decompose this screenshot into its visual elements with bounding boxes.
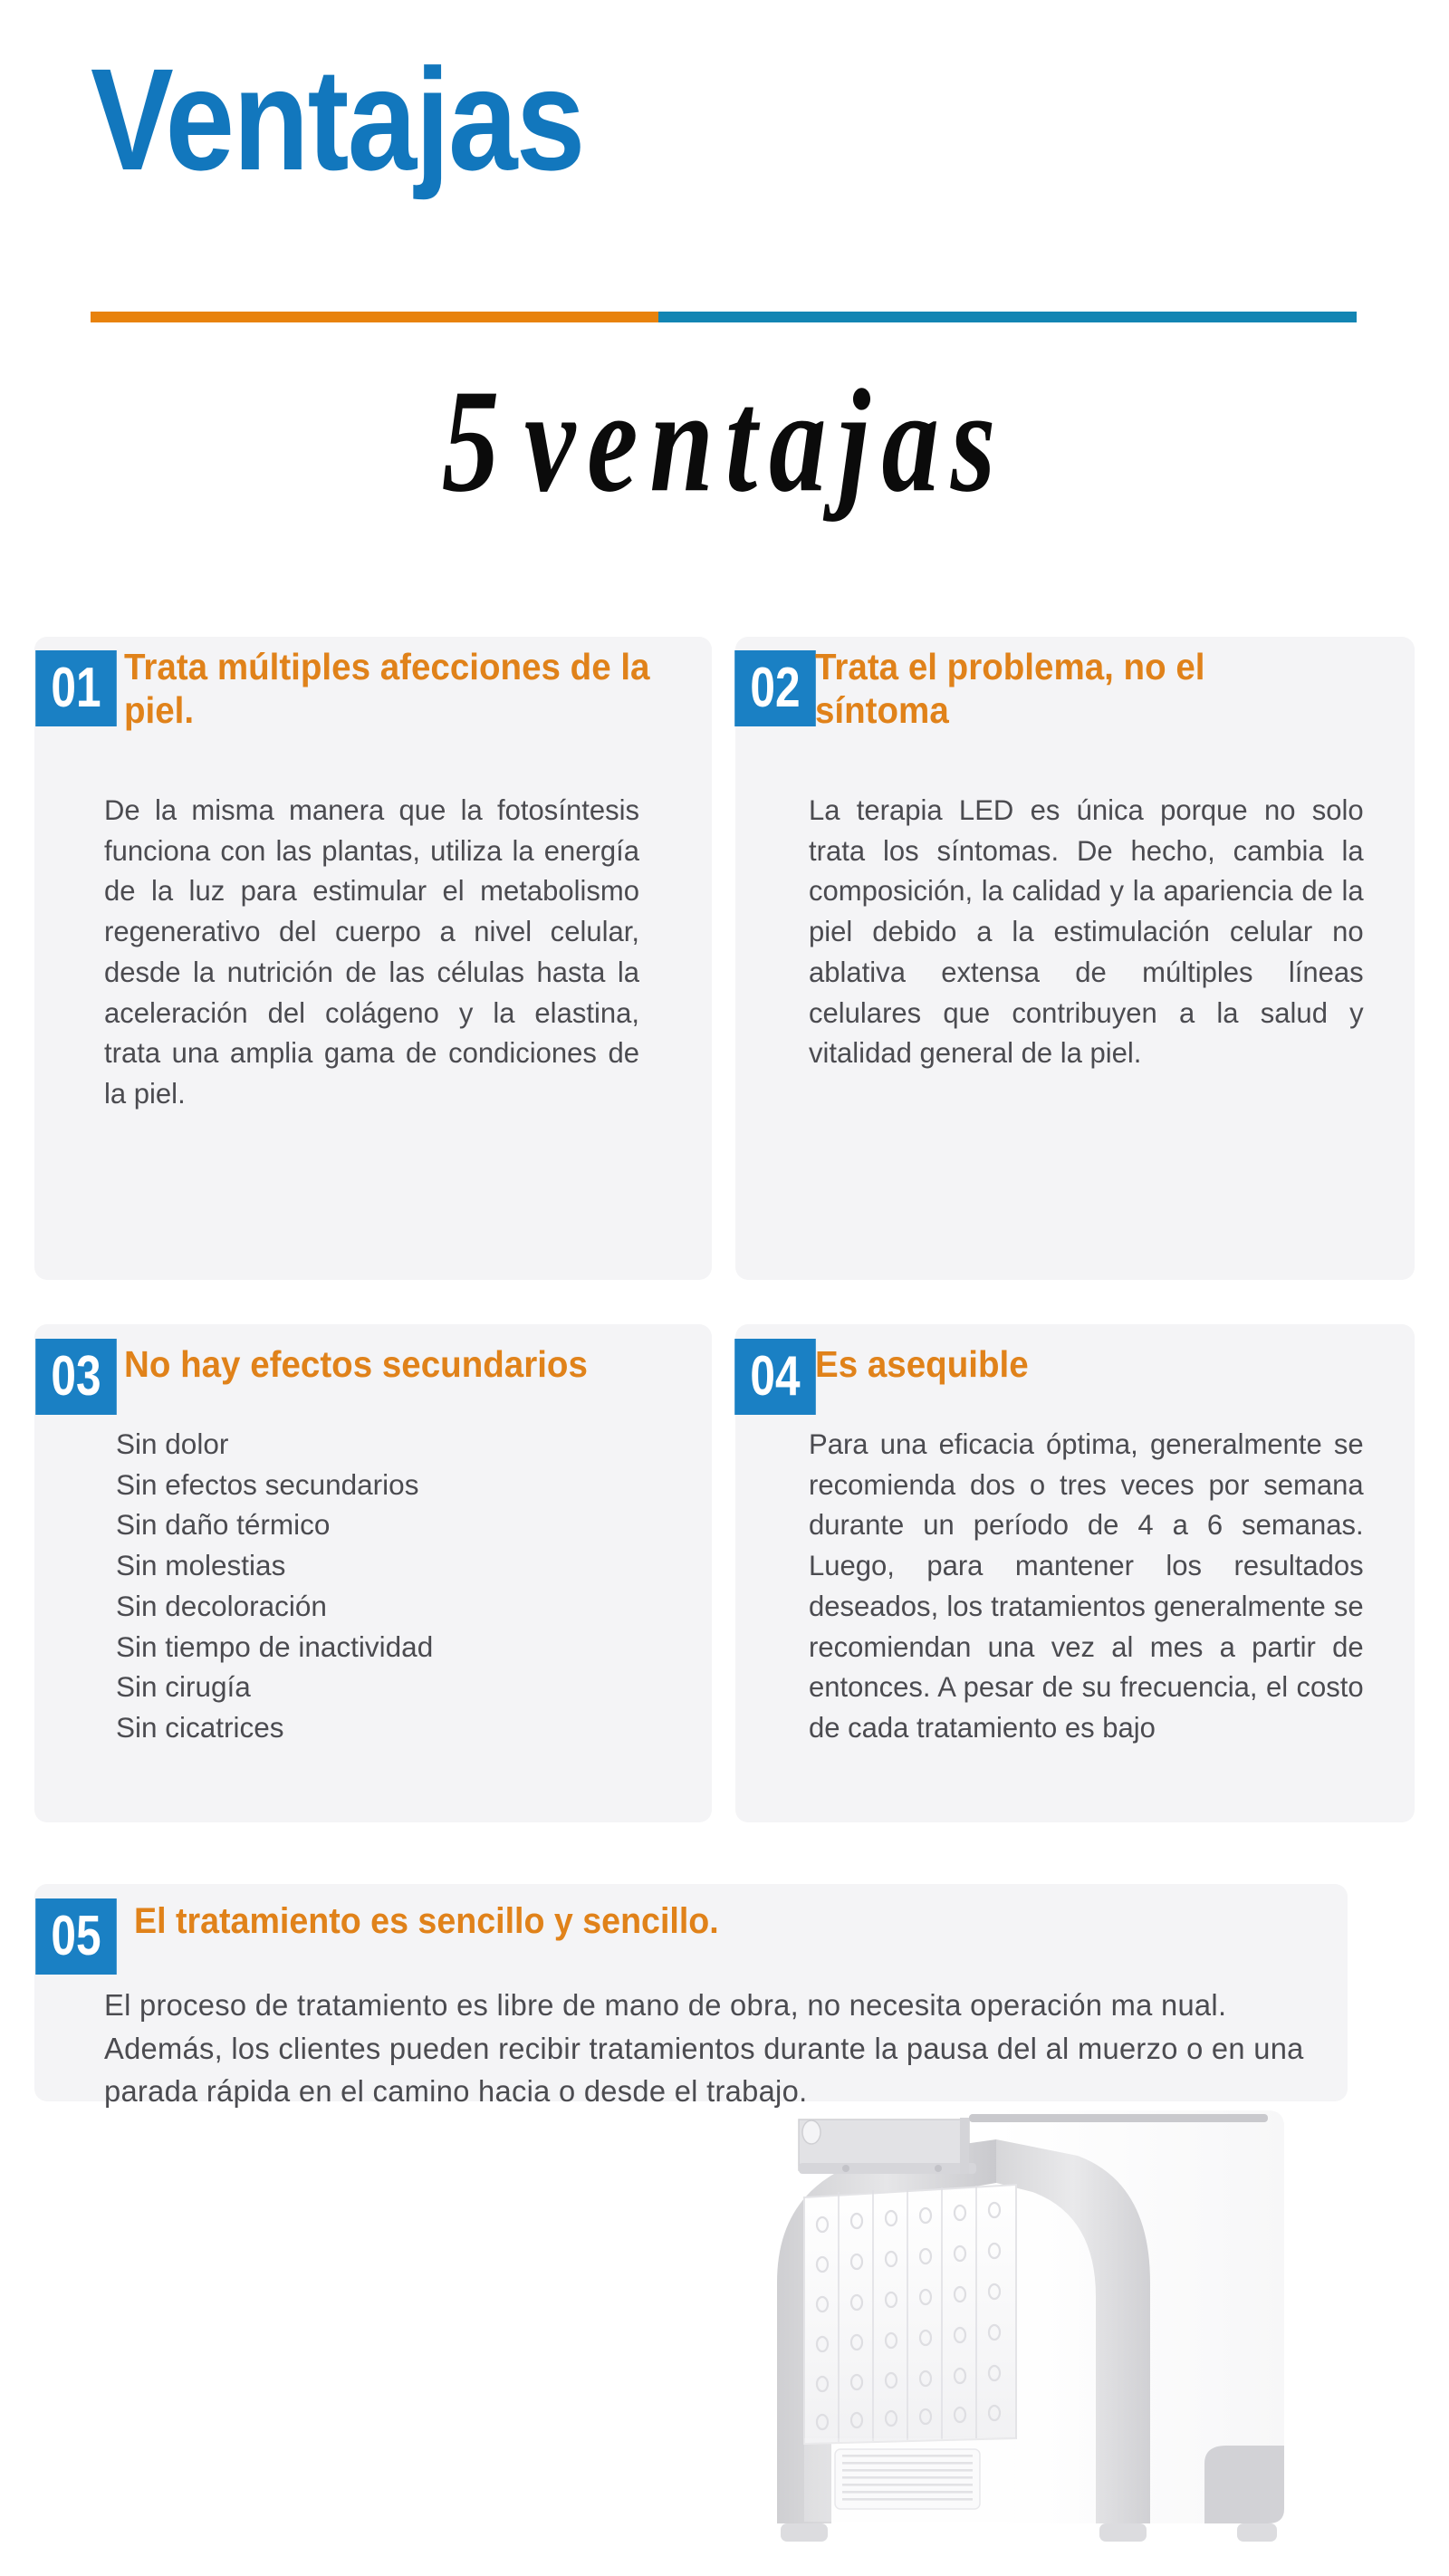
list-item: Sin decoloración bbox=[116, 1589, 327, 1622]
card-title-02: Trata el problema, no el síntoma bbox=[815, 646, 1205, 732]
badge-number-03: 03 bbox=[35, 1339, 117, 1415]
list-item: Sin efectos secundarios bbox=[116, 1467, 419, 1501]
subtitle-number: 5 bbox=[441, 359, 524, 523]
card-body-04: Para una eficacia óptima, generalmente se recomienda dos o tres veces por semana durante un período de 4 a 6 semanas. Luego, para mantener los resultados deseados, los tratamientos generalmente se recomiendan una vez al mes a partir de entonces. A pesar de su frecuencia, el costo de cada tratamiento es bajo bbox=[809, 1427, 1364, 1745]
divider-rule-left bbox=[91, 312, 658, 322]
card-title-05: El tratamiento es sencillo y sencillo. bbox=[134, 1901, 719, 1941]
badge-number-05: 05 bbox=[35, 1898, 117, 1975]
subtitle-word: ventajas bbox=[523, 359, 1008, 523]
badge-number-04: 04 bbox=[734, 1339, 816, 1415]
card-body-list-03 bbox=[116, 1424, 659, 1748]
card-title-03: No hay efectos secundarios bbox=[124, 1343, 588, 1385]
badge-number-02: 02 bbox=[734, 650, 816, 726]
card-title-01: Trata múltiples afecciones de la piel. bbox=[124, 646, 650, 732]
list-item: Sin daño térmico bbox=[116, 1508, 331, 1542]
badge-number-01: 01 bbox=[35, 650, 117, 726]
card-body-01: De la misma manera que la fotosíntesis funciona con las plantas, utiliza la energía de la luz para estimular el metabolismo regenerativo del cuerpo a nivel celular, desde la nutrición de las células hasta la aceleración del colágeno y la elastina, trata una amplia gama de condiciones de la piel. bbox=[104, 793, 639, 1110]
list-item: Sin tiempo de inactividad bbox=[116, 1629, 434, 1663]
list-item: Sin molestias bbox=[116, 1549, 286, 1582]
card-body-05: El proceso de tratamiento es libre de mano de obra, no necesita operación ma nual. Además, los clientes pueden recibir tratamientos durante la pausa del al muerzo o en una parada rápida en el camino hacia o desde el trabajo. bbox=[104, 1988, 1304, 2109]
subtitle bbox=[58, 359, 1391, 523]
page-title: Ventajas bbox=[91, 38, 584, 200]
list-item: Sin cirugía bbox=[116, 1670, 251, 1704]
list-item: Sin dolor bbox=[116, 1427, 229, 1460]
led-therapy-machine-photo bbox=[697, 2083, 1295, 2576]
divider-rule-right bbox=[658, 312, 1357, 322]
card-body-02: La terapia LED es única porque no solo trata los síntomas. De hecho, cambia la composición, la calidad y la apariencia de la piel debido a la estimulación celular no ablativa extensa de múltiples líneas celulares que contribuyen a la salud y vitalidad general de la piel. bbox=[809, 793, 1364, 1070]
list-item: Sin cicatrices bbox=[116, 1711, 284, 1745]
card-title-04: Es asequible bbox=[815, 1343, 1029, 1385]
